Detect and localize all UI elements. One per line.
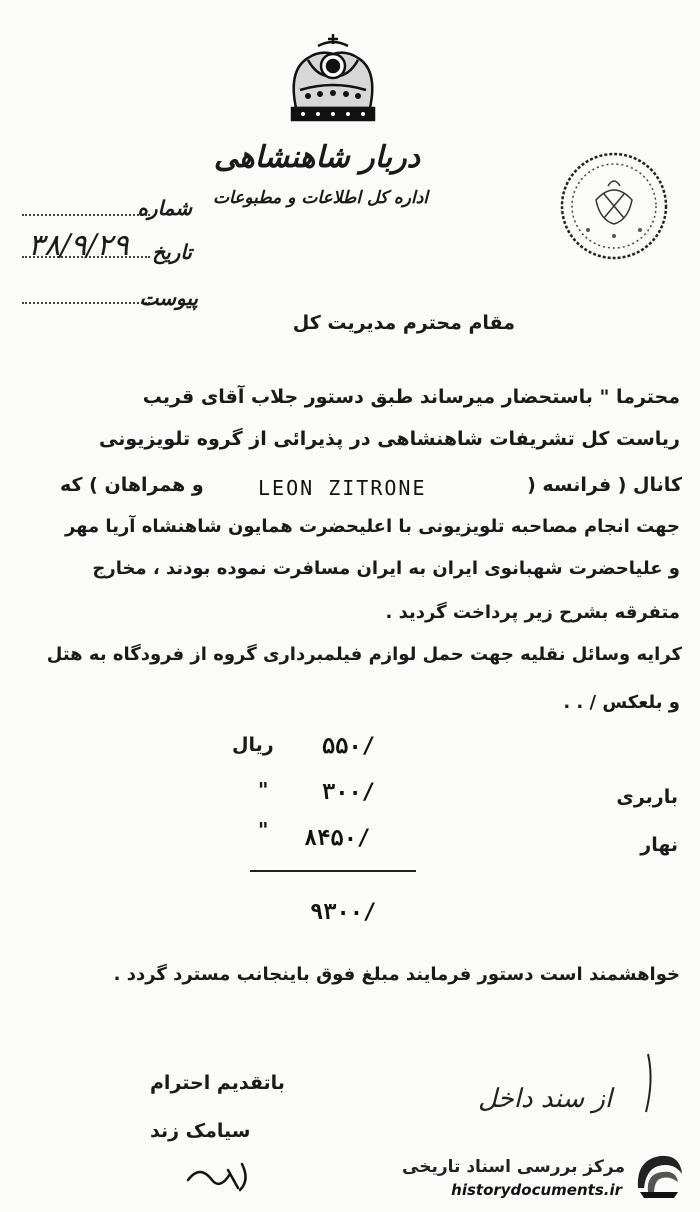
expense-amount-3: ۸۴۵۰/ [304,826,371,851]
expense-unit-1: ریال [232,734,274,756]
expense-label-2: باربری [616,786,678,808]
attachment-label: پیوست [139,286,198,310]
body-line-6: متفرقه بشرح زیر پرداخت گردید . [385,602,680,623]
total-divider [250,870,416,872]
handwritten-note: از سند داخل [478,1084,613,1114]
body-line-5: و علیاحضرت شهبانوی ایران به ایران مسافرت نموده بودند ، مخارج [92,558,680,579]
body-line-3-start: کانال ( فرانسه ( [527,474,682,496]
number-label: شماره [137,196,192,220]
body-line-1: محترما " باستحضار میرساند طبق دستور جلاب آقای قریب [142,386,680,408]
body-line-3-end: و همراهان ) که [60,474,204,496]
body-line-8: و بلعکس / . . [563,692,680,713]
watermark-title: مرکز بررسی اسناد تاریخی [402,1157,625,1177]
expense-amount-2: ۳۰۰/ [322,780,375,805]
latin-name: LEON ZITRONE [258,476,427,500]
signature [180,1150,260,1200]
body-line-4: جهت انجام مصاحبه تلویزیونی با اعلیحضرت همایون شاهنشاه آریا مهر [64,516,680,537]
closing-respect: باتقدیم احترام [150,1072,285,1094]
crown-emblem [278,30,388,130]
body-line-7: کرایه وسائل نقلیه جهت حمل لوازم فیلمبرداری گروه از فرودگاه به هتل [46,644,682,665]
attachment-dotted-line [22,302,150,304]
watermark-url: historydocuments.ir [451,1181,622,1199]
number-dotted-line [22,214,150,216]
royal-seal [558,150,670,262]
closing-request: خواهشمند است دستور فرمایند مبلغ فوق باینجانب مسترد گردد . [113,964,680,985]
watermark-logo-icon [630,1148,688,1206]
expense-unit-3: " [258,818,271,842]
handwritten-stroke [628,1050,668,1120]
addressee: مقام محترم مدیریت کل [292,312,515,334]
expense-amount-1: ۵۵۰/ [322,734,375,759]
body-line-2: ریاست کل تشریفات شاهنشاهی در پذیرائی از گروه تلویزیونی [99,428,680,450]
date-value: ۳۸/۹/۲۹ [28,228,129,263]
expense-unit-2: " [258,778,271,802]
expense-total: ۹۳۰۰/ [310,900,377,925]
expense-label-3: نهار [640,834,678,856]
court-name: دربار شاهنشاهی [213,140,420,175]
department-name: اداره کل اطلاعات و مطبوعات [213,188,428,208]
date-label: تاریخ [152,240,192,264]
signer-name: سیامک زند [150,1120,251,1142]
